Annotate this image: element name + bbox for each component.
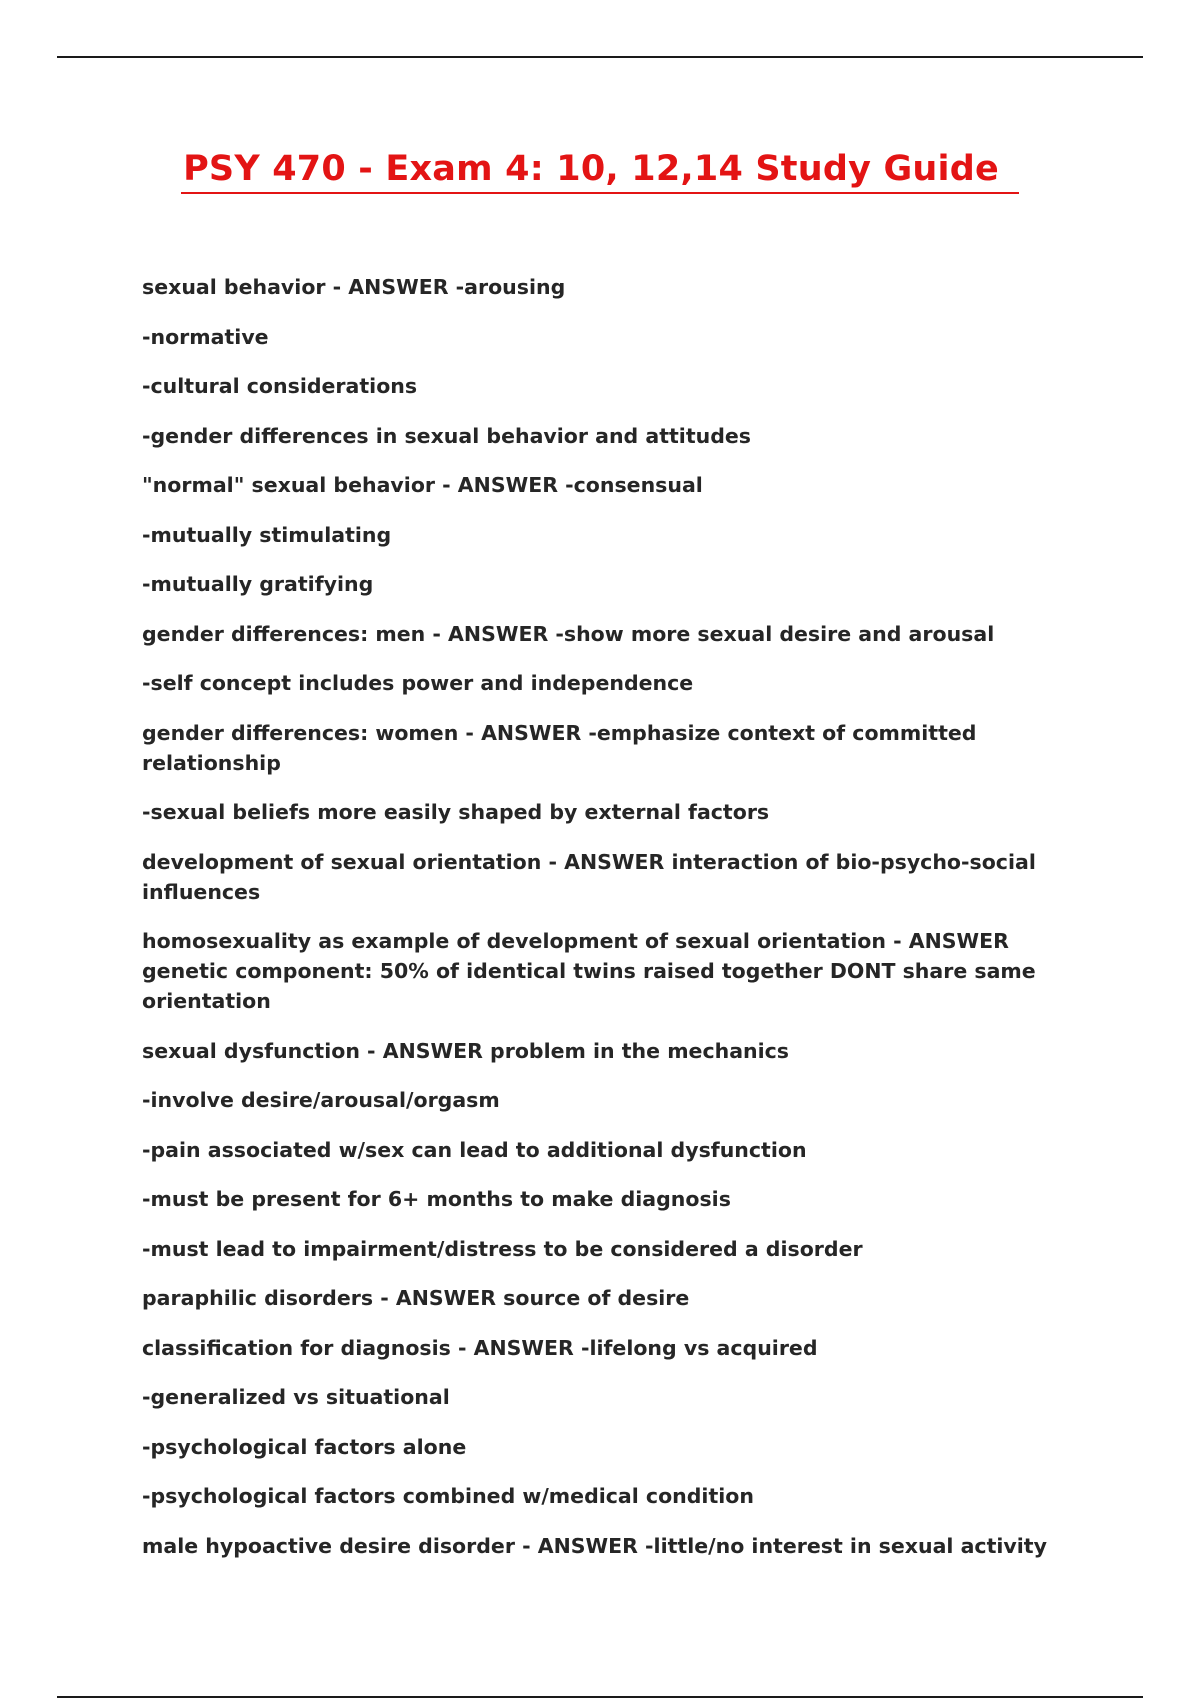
text-line: -involve desire/arousal/orgasm xyxy=(142,1088,500,1112)
top-rule xyxy=(57,56,1143,58)
document-title: PSY 470 - Exam 4: 10, 12,14 Study Guide xyxy=(181,148,1019,194)
text-line: homosexuality as example of development of sexual orientation - ANSWER genetic component: 50% of identical twins raised together DONT share same orientation xyxy=(142,929,1036,1013)
text-line: -generalized vs situational xyxy=(142,1385,450,1409)
text-line: -must lead to impairment/distress to be considered a disorder xyxy=(142,1236,863,1261)
text-line: gender differences: men - ANSWER -show more sexual desire and arousal xyxy=(142,621,995,646)
text-line: sexual behavior - ANSWER -arousing xyxy=(142,275,566,299)
title-container xyxy=(0,148,1200,194)
text-line: -psychological factors alone xyxy=(142,1434,467,1459)
text-line: classification for diagnosis - ANSWER -lifelong vs acquired xyxy=(142,1335,818,1360)
text-line: paraphilic disorders - ANSWER source of desire xyxy=(142,1286,690,1310)
text-line: -psychological factors combined w/medical condition xyxy=(142,1484,754,1508)
text-line: -self concept includes power and independence xyxy=(142,671,694,695)
text-line: -cultural considerations xyxy=(142,374,418,398)
text-line: -mutually stimulating xyxy=(142,522,392,547)
bottom-rule xyxy=(57,1696,1143,1698)
text-line: -normative xyxy=(142,324,269,349)
text-line: -pain associated w/sex can lead to additional dysfunction xyxy=(142,1137,807,1162)
text-line: development of sexual orientation - ANSWER interaction of bio-psycho-social influences xyxy=(142,849,1036,904)
text-line: "normal" sexual behavior - ANSWER -consensual xyxy=(142,473,703,497)
document-body xyxy=(142,272,1102,1580)
text-line: gender differences: women - ANSWER -emphasize context of committed relationship xyxy=(142,720,977,775)
text-line: -mutually gratifying xyxy=(142,572,374,596)
text-line: -must be present for 6+ months to make diagnosis xyxy=(142,1187,731,1211)
text-line: -sexual beliefs more easily shaped by external factors xyxy=(142,800,770,824)
text-line: -gender differences in sexual behavior and attitudes xyxy=(142,423,751,448)
text-line: male hypoactive desire disorder - ANSWER -little/no interest in sexual activity xyxy=(142,1533,1047,1558)
text-line: sexual dysfunction - ANSWER problem in the mechanics xyxy=(142,1038,790,1063)
